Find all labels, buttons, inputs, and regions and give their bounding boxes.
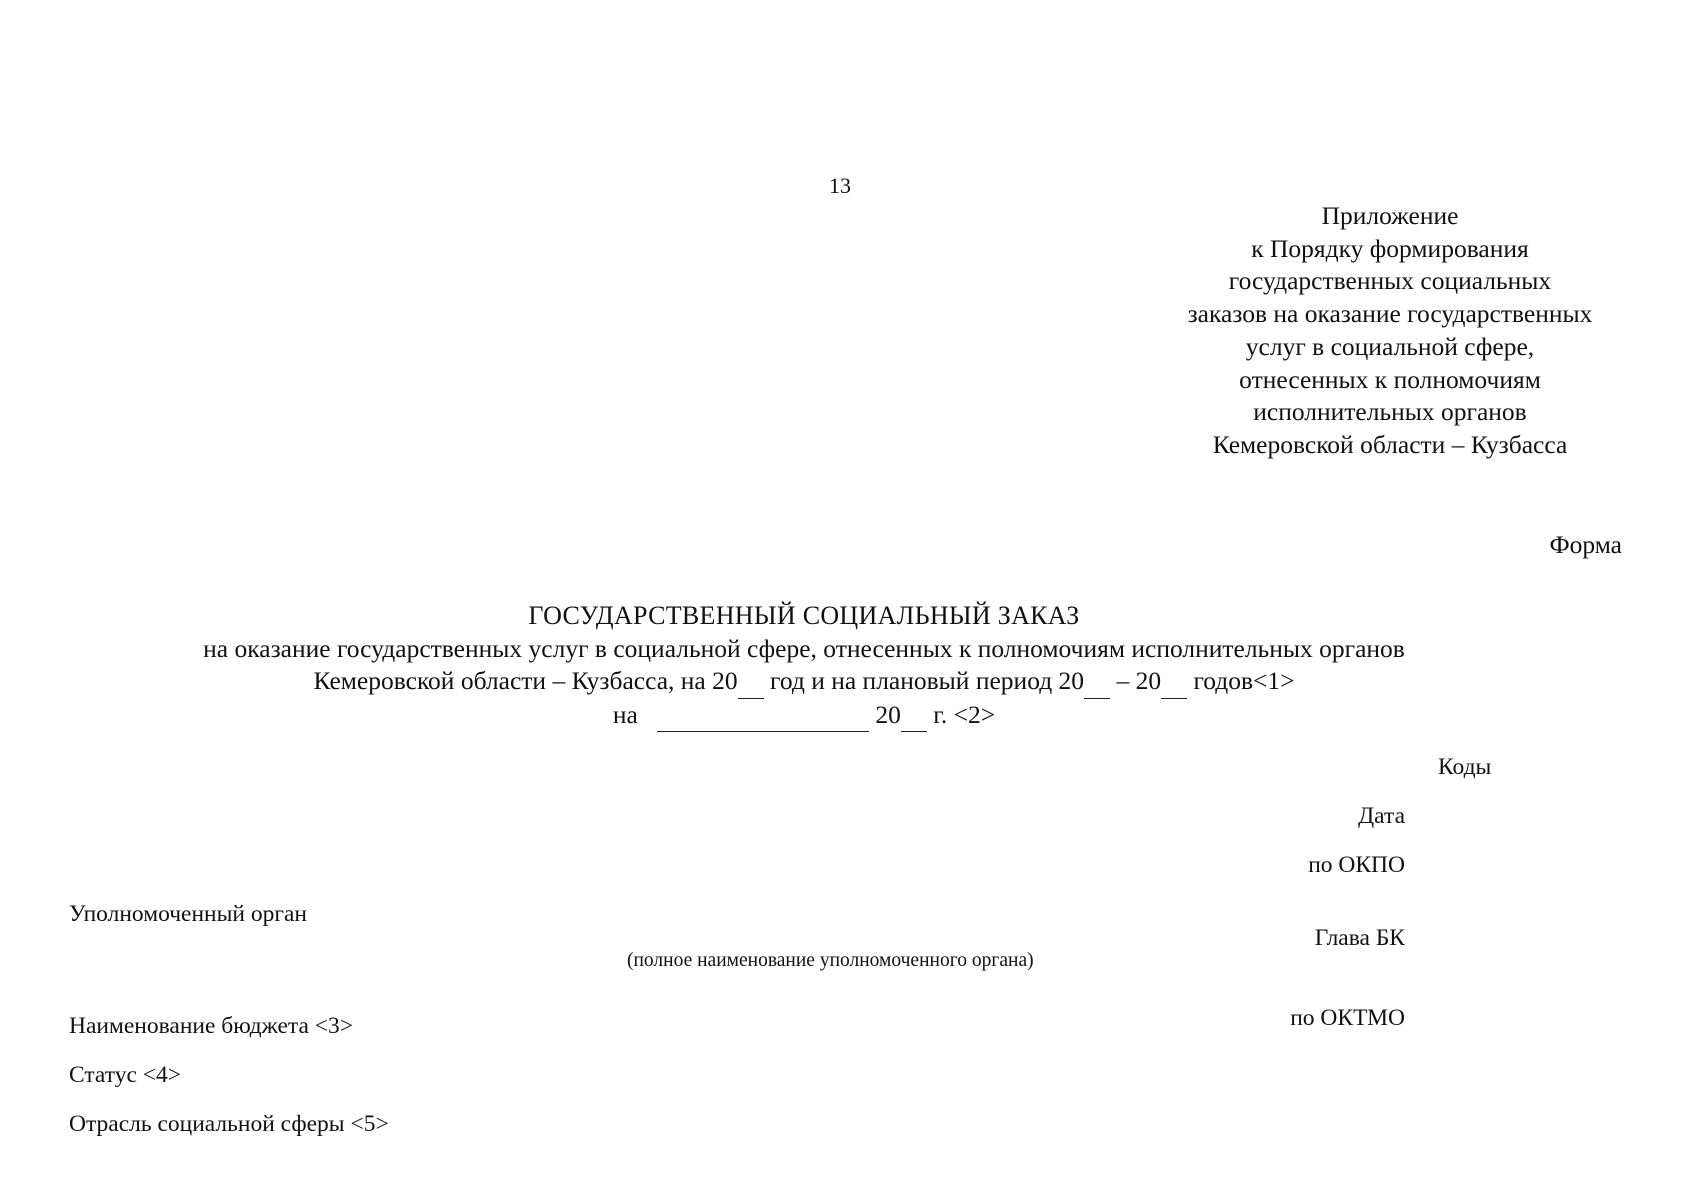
subtitle-text: – 20 [1110, 666, 1162, 695]
date-suffix: г. <2> [926, 699, 996, 729]
document-title: ГОСУДАРСТВЕННЫЙ СОЦИАЛЬНЫЙ ЗАКАЗ [528, 601, 1080, 630]
appendix-line: Кемеровской области – Кузбасса [1212, 429, 1568, 459]
okpo-code-label: по ОКПО [1308, 852, 1405, 878]
subtitle-text: годов<1> [1187, 666, 1295, 695]
year-blank [901, 699, 927, 733]
appendix-line: исполнительных органов [1253, 397, 1527, 427]
codes-heading: Коды [1438, 754, 1492, 780]
date-blank [657, 699, 869, 733]
authorized-body-hint: (полное наименование уполномоченного органа) [627, 950, 1034, 971]
glava-bk-code-label: Глава БК [1314, 925, 1405, 951]
budget-name-label: Наименование бюджета <3> [69, 1013, 354, 1039]
appendix-line: Приложение [1321, 201, 1459, 230]
page-number: 13 [829, 173, 851, 198]
subtitle-text: Кемеровской области – Кузбасса, на 20 [313, 666, 738, 695]
year-blank [1161, 665, 1187, 699]
appendix-block [1140, 200, 1640, 462]
authorized-body-label: Уполномоченный орган [69, 901, 307, 927]
date-year-prefix: 20 [875, 699, 901, 729]
status-label: Статус <4> [69, 1062, 182, 1088]
date-code-label: Дата [1358, 803, 1405, 829]
form-label: Форма [1549, 530, 1622, 559]
document-header [0, 600, 1608, 732]
subtitle-text: год и на плановый период 20 [763, 666, 1085, 695]
document-subtitle-line2 [0, 665, 1608, 699]
appendix-line: заказов на оказание государственных [1187, 299, 1593, 329]
appendix-line: государственных социальных [1228, 266, 1552, 296]
year-blank [1084, 665, 1110, 699]
appendix-line: к Порядку формирования [1251, 233, 1529, 263]
oktmo-code-label: по ОКТМО [1290, 1005, 1405, 1031]
year-blank [738, 665, 764, 699]
appendix-line: отнесенных к полномочиям [1239, 364, 1541, 394]
document-subtitle-line1: на оказание государственных услуг в социальной сфере, отнесенных к полномочиям исполнительных органов [203, 633, 1405, 663]
document-date-line [0, 699, 1608, 733]
date-prefix: на [612, 699, 638, 729]
social-sector-label: Отрасль социальной сферы <5> [69, 1111, 389, 1137]
appendix-line: услуг в социальной сфере, [1245, 331, 1535, 361]
